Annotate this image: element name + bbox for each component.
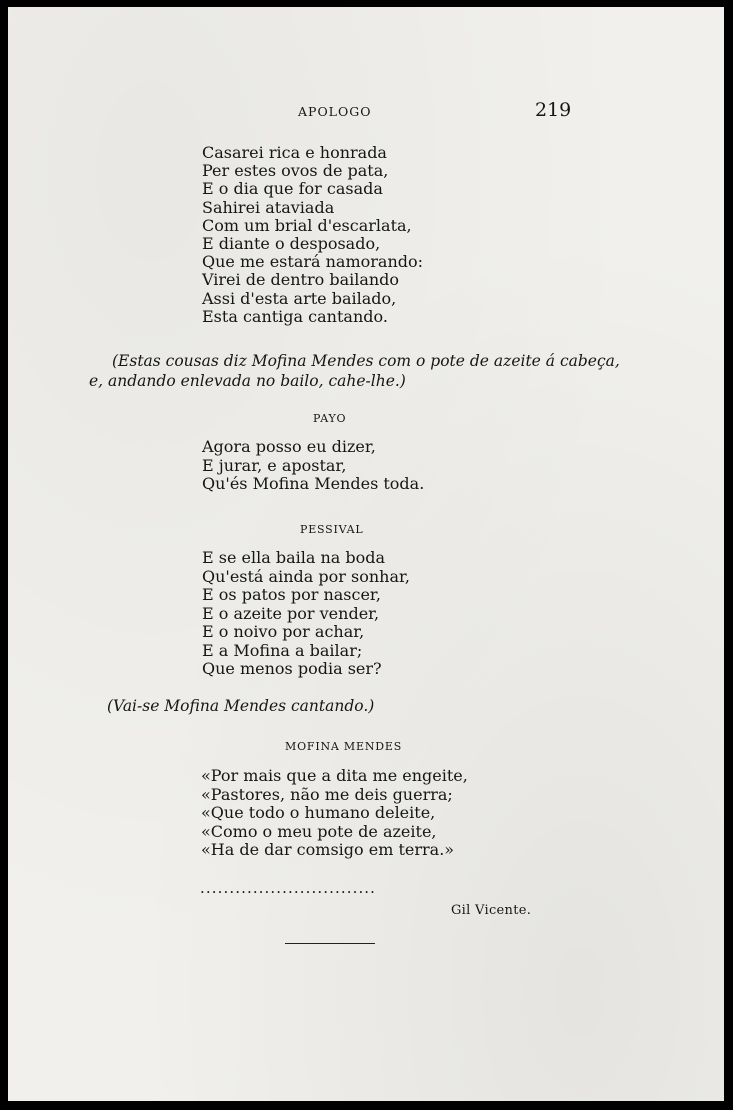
verse-line: «Que todo o humano deleite, [201,803,436,822]
speaker-name: PAYO [313,412,347,425]
book-page [8,7,724,1101]
verse-line: «Ha de dar comsigo em terra.» [201,840,455,859]
verse-line: Sahirei ataviada [202,197,335,217]
page-number: 219 [535,99,572,121]
verse-stanza-2 [202,438,424,494]
verse-line: Esta cantiga cantando. [202,306,388,326]
stage-direction-line-2: e, andando enlevada no bailo, cahe-lhe.) [89,372,406,390]
author-signature: Gil Vicente. [451,903,532,918]
running-title: APOLOGO [298,104,372,119]
verse-stanza-4 [201,767,468,860]
verse-line: Qu'está ainda por sonhar, [202,566,410,586]
verse-line: Que menos podia ser? [202,659,382,678]
verse-line: «Pastores, não me deis guerra; [201,784,453,804]
stage-direction: (Vai-se Mofina Mendes cantando.) [107,697,375,715]
stage-direction-line-1: (Estas cousas diz Mofina Mendes com o pote de azeite á cabeça, [112,352,620,370]
verse-line: Virei de dentro bailando [202,270,400,290]
verse-line: Casarei rica e honrada [202,143,387,162]
speaker-name: MOFINA MENDES [285,740,403,753]
verse-line: «Como o meu pote de azeite, [201,821,437,841]
speaker-name: PESSIVAL [300,523,364,536]
verse-line: E diante o desposado, [202,233,381,253]
verse-line: Qu'és Mofina Mendes toda. [202,474,425,493]
verse-line: Agora posso eu dizer, [202,437,376,456]
verse-line: E o dia que for casada [202,179,383,199]
verse-line: «Por mais que a dita me engeite, [201,766,468,785]
verse-line: E a Mofina a bailar; [202,640,363,660]
closing-rule [285,943,375,944]
verse-line: E se ella baila na boda [202,548,386,567]
verse-line: E jurar, e apostar, [202,455,347,475]
verse-line: E o noivo por achar, [202,622,365,641]
verse-stanza-3 [202,549,410,679]
verse-stanza-1 [202,144,423,326]
verse-line: Com um brial d'escarlata, [202,215,412,235]
verse-line: E o azeite por vender, [202,603,380,623]
verse-line: Que me estará namorando: [202,252,424,272]
verse-line: Per estes ovos de pata, [202,161,389,181]
verse-line: E os patos por nascer, [202,585,381,604]
verse-line: Assi d'esta arte bailado, [202,288,397,308]
ellipsis-line: .............................. [200,879,377,897]
